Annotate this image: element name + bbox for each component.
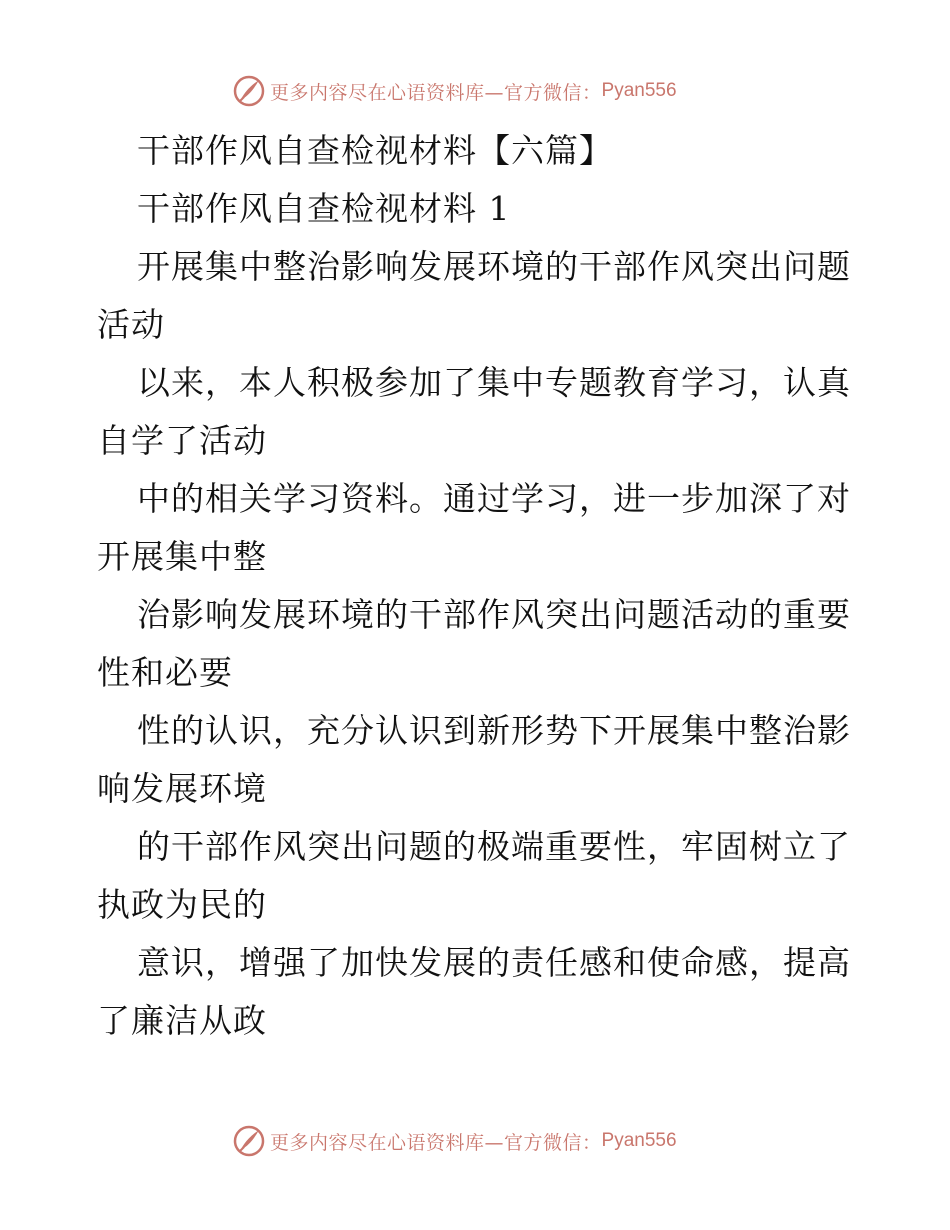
banner-text: 更多内容尽在心语资料库—官方微信： — [270, 81, 602, 104]
section-heading: 干部作风自查检视材料 1 — [137, 189, 511, 228]
paragraph-line: 活动 — [97, 305, 165, 344]
wechat-id: Pyan556 — [601, 1130, 677, 1151]
paragraph-line: 性和必要 — [97, 653, 233, 692]
paragraph-line: 治影响发展环境的干部作风突出问题活动的重要 — [137, 595, 851, 634]
document-title: 干部作风自查检视材料【六篇】 — [137, 131, 613, 170]
paragraph-line: 中的相关学习资料。通过学习，进一步加深了对 — [137, 479, 851, 518]
paragraph-line: 开展集中整治影响发展环境的干部作风突出问题 — [137, 247, 851, 286]
header-banner — [232, 71, 677, 111]
quill-pen-logo-icon — [232, 74, 266, 108]
paragraph-line: 性的认识，充分认识到新形势下开展集中整治影 — [137, 711, 851, 750]
paragraph-line: 执政为民的 — [97, 885, 267, 924]
footer-banner — [232, 1121, 677, 1161]
paragraph-line: 以来，本人积极参加了集中专题教育学习，认真 — [137, 363, 851, 402]
paragraph-line: 了廉洁从政 — [97, 1001, 267, 1040]
quill-pen-logo-icon — [232, 1124, 266, 1158]
banner-text: 更多内容尽在心语资料库—官方微信： — [270, 1131, 602, 1154]
paragraph-line: 自学了活动 — [97, 421, 267, 460]
paragraph-line: 意识，增强了加快发展的责任感和使命感，提高 — [137, 943, 851, 982]
document-body — [97, 122, 857, 1050]
paragraph-line: 响发展环境 — [97, 769, 267, 808]
paragraph-line: 开展集中整 — [97, 537, 267, 576]
wechat-id: Pyan556 — [601, 80, 677, 101]
paragraph-line: 的干部作风突出问题的极端重要性，牢固树立了 — [137, 827, 851, 866]
